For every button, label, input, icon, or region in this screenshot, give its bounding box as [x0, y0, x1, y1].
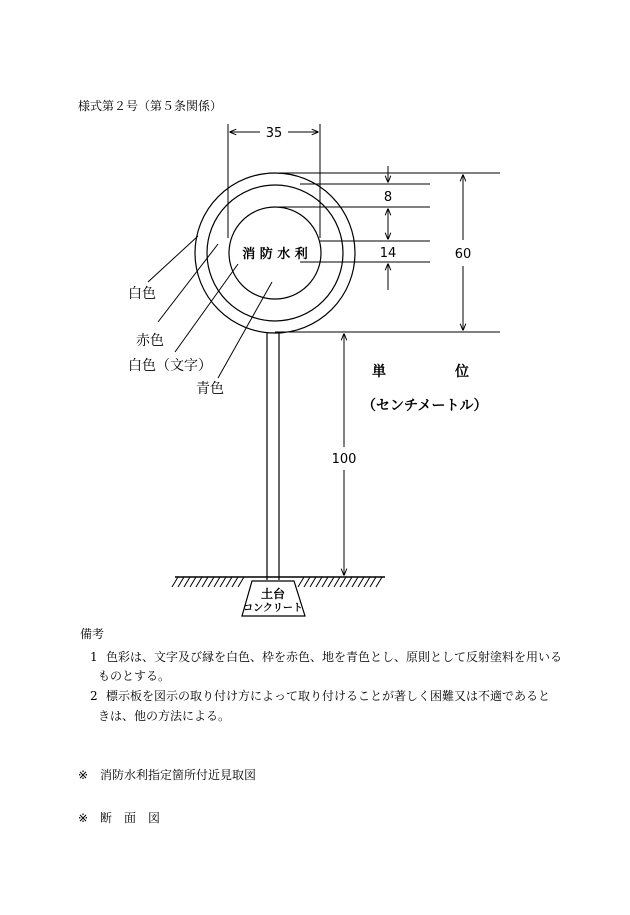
- label-red: 赤色: [136, 333, 164, 349]
- remark-1-line1: 色彩は、文字及び縁を白色、枠を赤色、地を青色とし、原則として反射塗料を用いる: [106, 650, 563, 664]
- ground-hatch-stroke: [346, 577, 352, 587]
- label-white-text: 白色（文字）: [128, 358, 212, 374]
- remark-1-line2: ものとする。: [98, 669, 171, 683]
- dim-ring-label: 8: [383, 190, 393, 205]
- unit-name: （センチメートル）: [362, 398, 488, 414]
- ground-hatch-stroke: [334, 577, 340, 587]
- dim-sign-label: 60: [454, 247, 472, 262]
- footer-note2-text: 断 面 図: [100, 811, 161, 825]
- dim-post-label: 100: [331, 452, 357, 467]
- ground-hatch-stroke: [190, 577, 196, 587]
- dim-width-label: 35: [265, 126, 283, 141]
- label-blue: 青色: [196, 381, 224, 397]
- post: [267, 333, 279, 580]
- sign-text: 消 防 水 利: [242, 247, 308, 262]
- ground-hatch-stroke: [304, 577, 310, 587]
- ground-hatch-stroke: [172, 577, 178, 587]
- dim-inner-label: 14: [379, 246, 397, 261]
- footer-note1-mark: ※: [78, 768, 89, 782]
- ground-hatch-stroke: [376, 577, 382, 587]
- ground-hatch-stroke: [370, 577, 376, 587]
- ground-hatch-stroke: [202, 577, 208, 587]
- remarks-heading: 備考: [80, 627, 105, 641]
- ground-hatch-stroke: [316, 577, 322, 587]
- label-white: 白色: [128, 286, 156, 302]
- ground-hatch-stroke: [298, 577, 304, 587]
- ground-hatch-stroke: [178, 577, 184, 587]
- remark-1-number: 1: [90, 650, 98, 664]
- ground-hatch-stroke: [220, 577, 226, 587]
- ground-hatch-stroke: [214, 577, 220, 587]
- ground-hatch-stroke: [310, 577, 316, 587]
- remark-2-line2: きは、他の方法による。: [98, 709, 231, 723]
- remark-2-number: 2: [90, 689, 98, 703]
- base-label-1: 土台: [260, 587, 286, 601]
- ground-hatch-stroke: [364, 577, 370, 587]
- ground-hatch-stroke: [238, 577, 244, 587]
- footer-note1-text: 消防水利指定箇所付近見取図: [100, 768, 257, 782]
- unit-char-2: 位: [455, 364, 469, 380]
- ground-hatch-stroke: [352, 577, 358, 587]
- ground-hatch-stroke: [328, 577, 334, 587]
- ground-hatch-stroke: [208, 577, 214, 587]
- ground-hatch-stroke: [322, 577, 328, 587]
- ground-hatch-stroke: [232, 577, 238, 587]
- unit-char-1: 単: [372, 364, 386, 380]
- footer-note2-mark: ※: [78, 811, 89, 825]
- ground-hatch-stroke: [196, 577, 202, 587]
- remark-2-line1: 標示板を図示の取り付け方によって取り付けることが著しく困難又は不適であると: [106, 689, 551, 703]
- base-label-2: コンクリート: [243, 603, 303, 614]
- form-title: 様式第２号（第５条関係）: [78, 99, 223, 113]
- ground-hatch-stroke: [358, 577, 364, 587]
- ground-hatch-stroke: [226, 577, 232, 587]
- ground-hatch-stroke: [184, 577, 190, 587]
- ground-hatch-stroke: [340, 577, 346, 587]
